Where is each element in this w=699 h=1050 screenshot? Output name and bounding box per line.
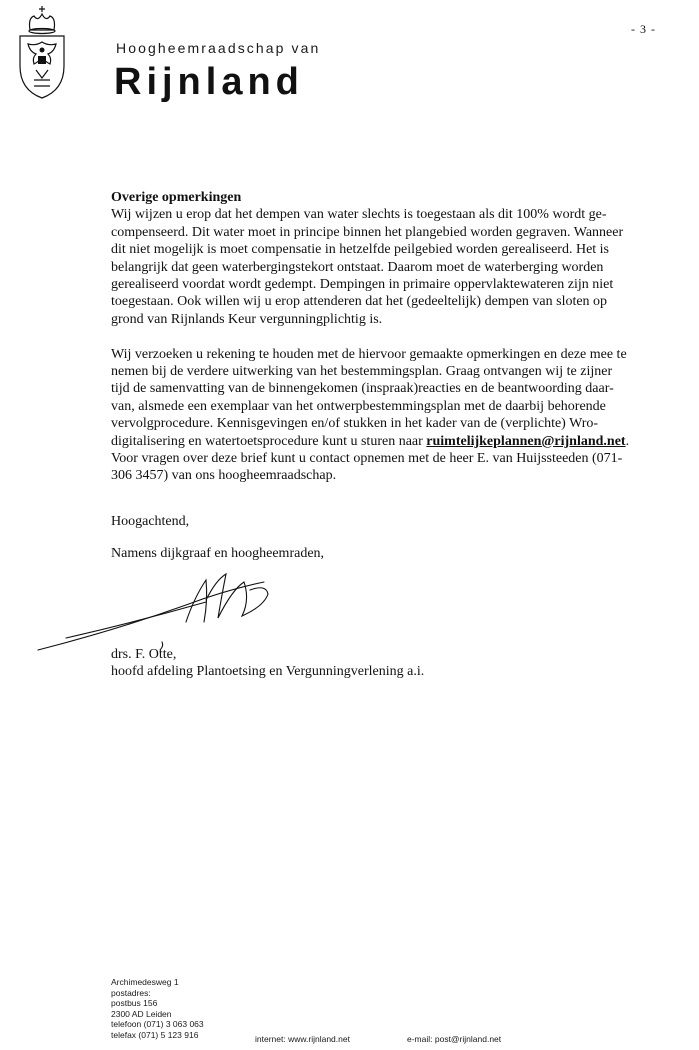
text-line: Wij verzoeken u rekening te houden met de hiervoor gemaakte opmerkingen en deze mee te bbox=[111, 346, 627, 362]
footer-street: Archimedesweg 1 bbox=[111, 977, 179, 987]
org-name: Rijnland bbox=[114, 61, 304, 103]
closing-greeting: Hoogachtend, bbox=[111, 514, 190, 529]
footer-city: 2300 AD Leiden bbox=[111, 1008, 172, 1019]
email-line-suffix: . bbox=[625, 433, 630, 449]
signer-block bbox=[111, 646, 424, 681]
text-line: toegestaan. Ook willen wij u erop attenderen dat het (gedeeltelijk) dempen van sloten op bbox=[111, 294, 608, 310]
footer-postal-label: postadres: bbox=[111, 987, 151, 998]
footer-fax: telefax (071) 5 123 916 bbox=[111, 1029, 199, 1040]
email-link[interactable]: ruimtelijkeplannen@rijnland.net bbox=[426, 433, 626, 449]
footer-internet[interactable]: internet: www.rijnland.net bbox=[255, 1034, 350, 1044]
signature bbox=[36, 560, 286, 660]
text-line: vervolgprocedure. Kennisgevingen en/of stukken in het kader van de (verplichte) Wro- bbox=[111, 416, 599, 432]
text-line: Wij wijzen u erop dat het dempen van water slechts is toegestaan als dit 100% wordt ge- bbox=[111, 207, 607, 223]
signer-title: hoofd afdeling Plantoetsing en Vergunningverlening a.i. bbox=[111, 664, 425, 680]
text-line: gerealiseerd voordat wordt gedempt. Dempingen in primaire oppervlaktewateren zijn niet bbox=[111, 277, 614, 293]
text-line: grond van Rijnlands Keur vergunningplichtig is. bbox=[111, 311, 383, 327]
paragraph-request bbox=[111, 346, 656, 485]
text-line: van, alsmede een exemplaar van het ontwerpbestemmingsplan met de daarbij behorende bbox=[111, 398, 606, 414]
paragraph-compensation bbox=[111, 206, 656, 328]
text-line: nemen bij de verdere uitwerking van het bestemmingsplan. Graag ontvangen wij te zijner bbox=[111, 364, 613, 380]
org-subtitle: Hoogheemraadschap van bbox=[116, 40, 321, 56]
rijnland-crest-icon bbox=[12, 4, 72, 100]
text-line: belangrijk dat geen waterbergingstekort ontstaat. Daarom moet de waterberging worden bbox=[111, 259, 604, 275]
text-line: Voor vragen over deze brief kunt u contact opnemen met de heer E. van Huijssteeden (071- bbox=[111, 451, 623, 467]
on-behalf-line: Namens dijkgraaf en hoogheemraden, bbox=[111, 546, 325, 561]
text-line: compenseerd. Dit water moet in principe binnen het plangebied worden gegraven. Wanneer bbox=[111, 224, 624, 240]
email-line-prefix: digitalisering en watertoetsprocedure kunt u sturen naar bbox=[111, 433, 427, 449]
text-line-email bbox=[111, 433, 656, 450]
text-line: 306 3457) van ons hoogheemraadschap. bbox=[111, 468, 337, 484]
signer-name: drs. F. Otte, bbox=[111, 647, 177, 662]
text-line: tijd de samenvatting van de binnengekomen (inspraak)reacties en de beantwoording daar- bbox=[111, 381, 614, 397]
footer-email[interactable]: e-mail: post@rijnland.net bbox=[407, 1034, 502, 1044]
text-line: dit niet mogelijk is moet compensatie in hetzelfde peilgebied worden gerealiseerd. Het is bbox=[111, 242, 610, 258]
page-number: - 3 - bbox=[631, 22, 656, 36]
footer-address bbox=[111, 977, 204, 1041]
section-heading: Overige opmerkingen bbox=[111, 190, 242, 205]
letter-body bbox=[111, 189, 656, 485]
footer-phone: telefoon (071) 3 063 063 bbox=[111, 1019, 204, 1030]
footer-postbus: postbus 156 bbox=[111, 998, 158, 1009]
